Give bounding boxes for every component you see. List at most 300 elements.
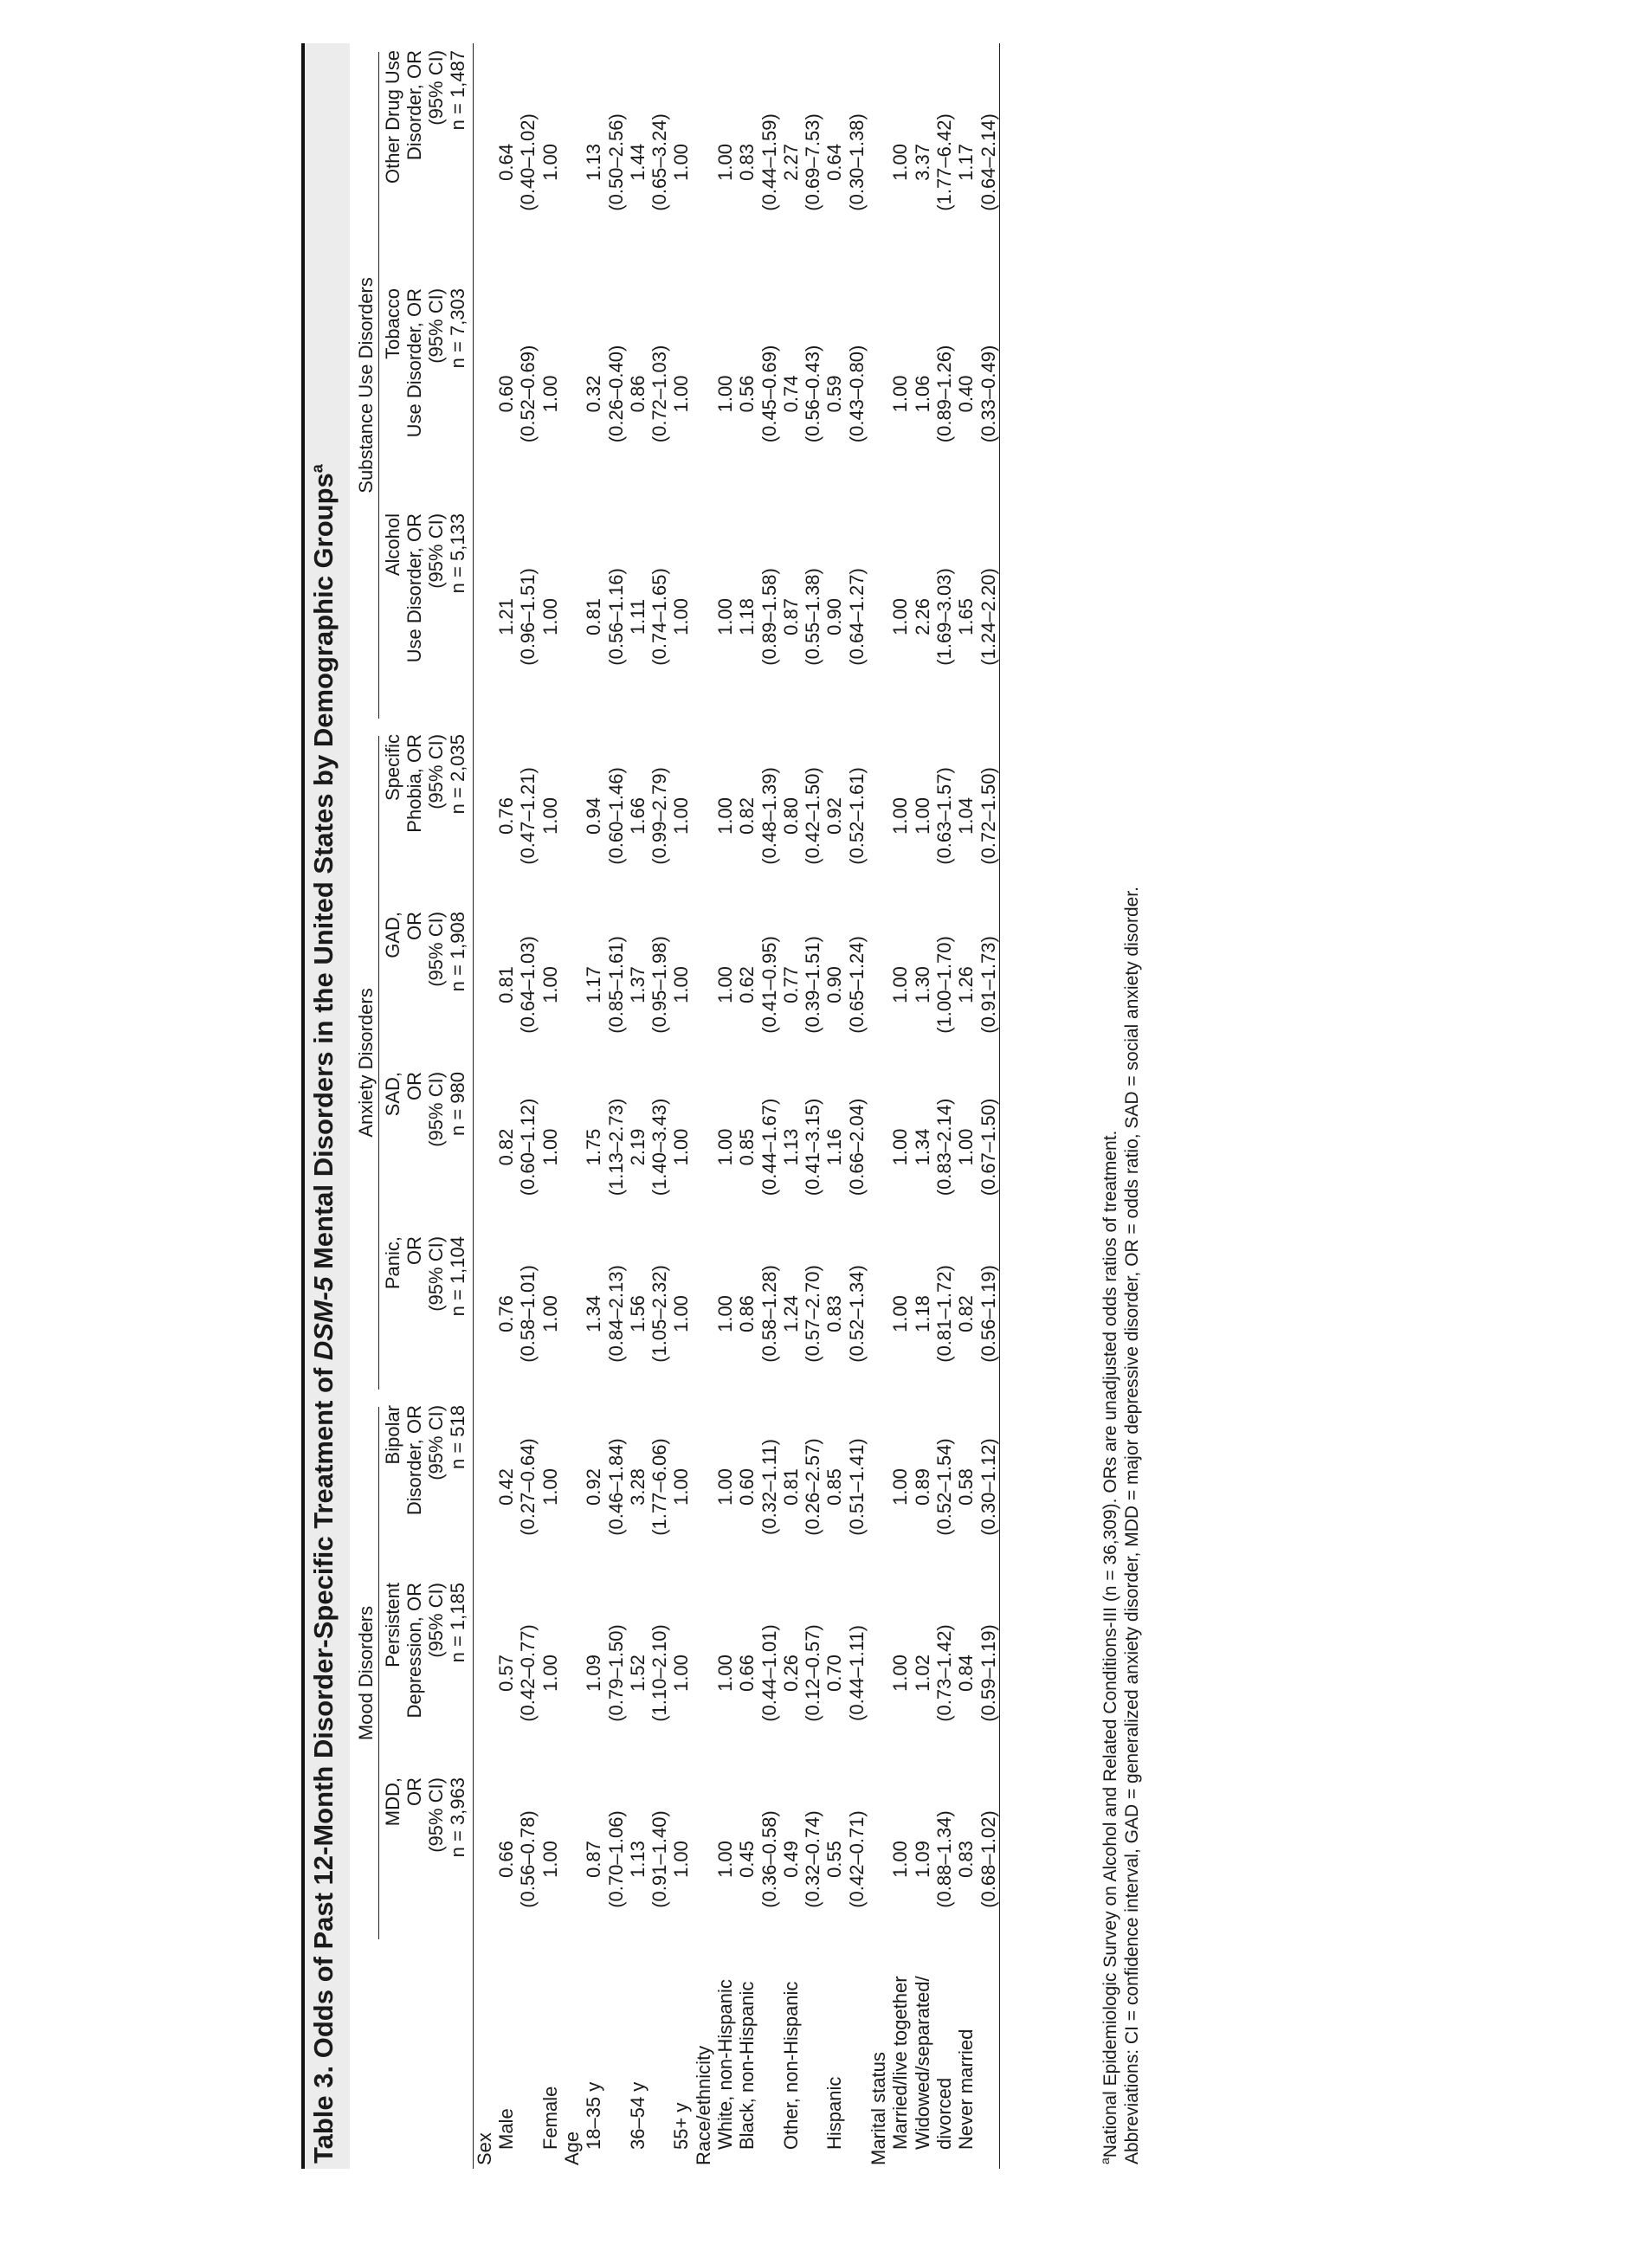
table-cell: 2.19 (626, 1128, 649, 1166)
column-header-line: n = 1,104 (446, 1235, 468, 1317)
table-cell: 1.30 (911, 966, 933, 1003)
table-cell: 0.82 (495, 1128, 518, 1166)
table-cell: 3.37 (911, 144, 933, 181)
row-label: 36–54 y (626, 2081, 649, 2150)
table-cell: 0.62 (736, 966, 758, 1003)
table-cell (693, 905, 714, 1065)
table-row (693, 43, 714, 2169)
footnote: $^a$National Epidemiologic Survey on Alcohol and Related Conditions-III (n = 36,309). ORs are unadjusted odds ratios of treatment. (1098, 1130, 1120, 2164)
table-cell: 1.17 (583, 966, 605, 1003)
table-cell: 0.70 (823, 1654, 846, 1692)
table-cell: 0.86 (736, 1295, 758, 1332)
table-cell: 1.00 (539, 1128, 561, 1166)
table-cell (868, 281, 889, 506)
table-cell: 1.26 (955, 966, 978, 1003)
table-cell: 0.66 (495, 1841, 518, 1878)
table-cell (561, 281, 583, 506)
table-cell: 0.64 (495, 144, 518, 181)
table-cell: (0.52–1.61) (845, 767, 868, 865)
table-cell: (0.50–2.56) (604, 113, 627, 211)
table-cell (473, 1770, 495, 1948)
table-cell: 1.18 (736, 598, 758, 635)
column-header-line: GAD, (382, 911, 404, 958)
table-cell: 0.82 (955, 1295, 978, 1332)
table-cell (473, 43, 495, 281)
table-cell (868, 727, 889, 905)
column-header-line: n = 518 (446, 1404, 468, 1469)
table-cell: (0.43–0.80) (845, 345, 868, 443)
column-header-line: Disorder, OR (403, 1404, 426, 1516)
table-cell: (0.66–2.04) (845, 1098, 868, 1196)
table-cell: 1.00 (714, 144, 736, 181)
table-cell: (0.57–2.70) (802, 1265, 824, 1363)
table-cell: (0.26–2.57) (802, 1438, 824, 1536)
column-header-row (381, 43, 473, 2169)
table-cell: 1.13 (583, 144, 605, 181)
table-cell: 0.84 (955, 1654, 978, 1692)
table-cell: (1.10–2.10) (649, 1624, 671, 1722)
row-label: Race/ethnicity (692, 2045, 714, 2165)
table-cell: 0.49 (779, 1841, 802, 1878)
column-header-line: n = 1,185 (446, 1583, 468, 1663)
column-header-line: (95% CI) (425, 1777, 448, 1853)
table-cell: (0.55–1.38) (802, 568, 824, 666)
row-label: Hispanic (823, 2076, 846, 2150)
row-label: 18–35 y (583, 2081, 605, 2150)
table-cell: 0.83 (823, 1295, 846, 1332)
table-cell (693, 1576, 714, 1770)
row-label (517, 1948, 539, 2169)
abbreviations-note: Abbreviations: CI = confidence interval, GAD = generalized anxiety disorder, MDD = major depressive disorder, OR = odds ratio, SAD = social anxiety disorder. (1122, 887, 1143, 2164)
table-row (583, 43, 604, 2169)
table-cell: (0.56–0.78) (517, 1810, 539, 1908)
table-cell: (1.69–3.03) (932, 568, 955, 666)
table-cell: 0.87 (779, 598, 802, 635)
table-cell: 1.02 (911, 1654, 933, 1692)
table-cell: 1.00 (714, 1654, 736, 1692)
table-cell: 0.89 (911, 1468, 933, 1506)
table-cell: (0.60–1.12) (517, 1098, 539, 1196)
table-row (517, 43, 539, 2169)
row-label: Age (560, 2131, 583, 2165)
table-cell: 1.00 (889, 1295, 912, 1332)
table-cell: (0.44–1.11) (845, 1625, 868, 1721)
column-header (381, 1576, 473, 1770)
table-cell (561, 1770, 583, 1948)
table-row (823, 43, 845, 2169)
table-cell (868, 506, 889, 727)
table-cell: 1.34 (911, 1128, 933, 1166)
table-cell: 1.00 (714, 598, 736, 635)
table-cell: 0.45 (736, 1841, 758, 1878)
table-cell: 1.00 (539, 144, 561, 181)
column-header (381, 506, 473, 727)
table-cell: 1.00 (911, 797, 933, 835)
table-cell: 0.80 (779, 797, 802, 835)
table-cell: 1.00 (670, 797, 693, 835)
table-cell: 1.34 (583, 1295, 605, 1332)
table-cell: (0.64–2.14) (978, 43, 1000, 281)
group-header: Anxiety Disorders (353, 727, 381, 1398)
column-header-line: (95% CI) (425, 49, 448, 126)
group-header: Substance Use Disorders (353, 43, 381, 727)
row-label (758, 1948, 780, 2169)
table-cell: (0.83–2.14) (932, 1098, 955, 1196)
table-cell (693, 281, 714, 506)
table-row (933, 43, 955, 2169)
table-cell: (0.44–1.59) (758, 113, 780, 211)
column-header-line: Bipolar (382, 1404, 404, 1465)
table-cell: 0.94 (583, 797, 605, 835)
table-cell: (0.91–1.73) (978, 905, 1000, 1065)
table-row (627, 43, 649, 2169)
table-cell (868, 1229, 889, 1398)
table-cell: 1.00 (889, 1128, 912, 1166)
table-cell: (0.41–0.95) (758, 936, 780, 1034)
column-header-line: SAD, (382, 1071, 404, 1117)
table-cell: (0.88–1.34) (932, 1810, 955, 1908)
table-cell: 0.59 (823, 375, 846, 413)
table-cell: 1.00 (889, 1654, 912, 1692)
table-cell: 0.85 (736, 1128, 758, 1166)
table-cell: 1.00 (670, 598, 693, 635)
table-cell: (0.47–1.21) (517, 767, 539, 865)
table-cell: (1.05–2.32) (649, 1265, 671, 1363)
table-cell: (0.65–3.24) (649, 113, 671, 211)
column-header-line: Other Drug Use (382, 49, 404, 184)
table-cell: (0.51–1.41) (845, 1438, 868, 1536)
table-cell (561, 1229, 583, 1398)
table-cell: 1.13 (626, 1841, 649, 1878)
table-cell (693, 1229, 714, 1398)
table-cell: 0.64 (823, 144, 846, 181)
table-cell: (0.89–1.26) (932, 345, 955, 443)
table-row (802, 43, 823, 2169)
column-header (381, 1770, 473, 1948)
column-header-line: (95% CI) (425, 1404, 448, 1480)
column-header-line: OR (403, 1777, 426, 1806)
column-header-line: Phobia, OR (403, 733, 426, 833)
table-cell: 1.00 (714, 1295, 736, 1332)
table-cell: 0.58 (955, 1468, 978, 1506)
table-cell: 1.00 (539, 1841, 561, 1878)
table-cell: (0.32–0.74) (802, 1810, 824, 1908)
table-cell: 1.00 (889, 598, 912, 635)
table-cell (693, 1398, 714, 1576)
row-label (605, 1948, 627, 2169)
table-cell: 1.00 (889, 375, 912, 413)
table-row (780, 43, 802, 2169)
table-cell: 1.00 (714, 1841, 736, 1878)
column-header (381, 905, 473, 1065)
column-header-line: (95% CI) (425, 513, 448, 589)
table-cell: 1.75 (583, 1128, 605, 1166)
table-cell: 1.18 (911, 1295, 933, 1332)
column-header-line: Use Disorder, OR (403, 513, 426, 663)
table-cell: (0.65–1.24) (845, 936, 868, 1034)
table-cell (868, 905, 889, 1065)
table-cell: (1.77–6.42) (932, 113, 955, 211)
table-cell: 1.00 (539, 375, 561, 413)
table-cell: 1.00 (539, 797, 561, 835)
row-label: Male (495, 2108, 518, 2150)
table-cell: (0.72–1.50) (978, 727, 1000, 905)
table-cell: 0.81 (779, 1468, 802, 1506)
table-cell: (0.40–1.02) (517, 113, 539, 211)
table-cell (561, 905, 583, 1065)
table-cell: (0.67–1.50) (978, 1065, 1000, 1229)
column-header-line: OR (403, 1235, 426, 1265)
table-cell: 0.90 (823, 598, 846, 635)
table-cell: (0.41–3.15) (802, 1098, 824, 1196)
table-body (473, 43, 999, 2169)
column-header (381, 43, 473, 281)
data-table (353, 43, 1000, 2169)
table-cell: (0.73–1.42) (932, 1624, 955, 1722)
table-cell: (0.72–1.03) (649, 345, 671, 443)
table-cell: 1.00 (889, 1468, 912, 1506)
table-cell: (0.81–1.72) (932, 1265, 955, 1363)
row-label: Married/live together (889, 1976, 912, 2150)
table-cell: 0.86 (626, 375, 649, 413)
column-header-line: (95% CI) (425, 733, 448, 809)
table-cell: 1.37 (626, 966, 649, 1003)
table-cell: 1.52 (626, 1654, 649, 1692)
table-cell (473, 1065, 495, 1229)
table-cell (693, 1770, 714, 1948)
table-cell: (0.70–1.06) (604, 1810, 627, 1908)
table-cell: 0.81 (583, 598, 605, 635)
table-cell: 1.09 (911, 1841, 933, 1878)
table-cell: 1.00 (539, 1654, 561, 1692)
column-header-line: Tobacco (382, 287, 404, 359)
table-cell (868, 1770, 889, 1948)
table-cell: (0.30–1.12) (978, 1398, 1000, 1576)
table-cell: (0.96–1.51) (517, 568, 539, 666)
table-cell: 0.90 (823, 966, 846, 1003)
table-cell: (0.42–0.71) (845, 1810, 868, 1908)
table-cell: 1.16 (823, 1128, 846, 1166)
table-cell (693, 506, 714, 727)
table-cell: (0.30–1.38) (845, 113, 868, 211)
table-row (736, 43, 758, 2169)
column-header-line: n = 2,035 (446, 733, 468, 815)
table-cell (561, 727, 583, 905)
table-cell: (0.58–1.28) (758, 1265, 780, 1363)
table-cell: 1.00 (670, 1128, 693, 1166)
column-header-line: Specific (382, 733, 404, 802)
table-cell: 1.00 (889, 966, 912, 1003)
table-cell: (0.26–0.40) (604, 345, 627, 443)
table-row (868, 43, 889, 2169)
table-cell: (0.52–0.69) (517, 345, 539, 443)
table-cell: 0.77 (779, 966, 802, 1003)
column-header (381, 727, 473, 905)
table-cell (561, 1398, 583, 1576)
table-cell: 0.40 (955, 375, 978, 413)
table-cell: 1.13 (779, 1128, 802, 1166)
column-header (381, 1229, 473, 1398)
table-row (978, 43, 1000, 2169)
table-cell: 1.00 (539, 598, 561, 635)
table-cell (473, 506, 495, 727)
table-cell: 0.26 (779, 1654, 802, 1692)
column-header-line: n = 3,963 (446, 1777, 468, 1858)
table-cell: (0.59–1.19) (978, 1576, 1000, 1770)
table-cell: (0.56–0.43) (802, 345, 824, 443)
table-cell: (0.36–0.58) (758, 1810, 780, 1908)
row-label: Female (539, 2086, 561, 2150)
table-cell (561, 1576, 583, 1770)
group-header-row (353, 43, 381, 2169)
column-header-line: OR (403, 911, 426, 940)
table-cell: 1.56 (626, 1295, 649, 1332)
table-cell: 1.00 (539, 966, 561, 1003)
table-cell (561, 506, 583, 727)
column-header (381, 281, 473, 506)
table-cell: (0.45–0.69) (758, 345, 780, 443)
row-label: 55+ y (670, 2102, 693, 2150)
table-cell: 1.66 (626, 797, 649, 835)
table-cell: 1.00 (889, 144, 912, 181)
column-header-line: OR (403, 1071, 426, 1100)
table-cell: (1.00–1.70) (932, 936, 955, 1034)
table-cell: (0.58–1.01) (517, 1265, 539, 1363)
table-row (605, 43, 627, 2169)
column-header-line: (95% CI) (425, 911, 448, 987)
table-row (714, 43, 736, 2169)
row-label: divorced (932, 2077, 955, 2150)
table-cell: 1.00 (889, 797, 912, 835)
table-cell: 1.04 (955, 797, 978, 835)
column-header-line: Depression, OR (403, 1583, 426, 1719)
table-cell: 0.66 (736, 1654, 758, 1692)
table-cell: 1.11 (626, 598, 649, 635)
table-cell: (0.60–1.46) (604, 767, 627, 865)
row-label (978, 1948, 1000, 2169)
table-cell: (0.52–1.34) (845, 1265, 868, 1363)
table-cell: (0.69–7.53) (802, 113, 824, 211)
column-header (381, 1065, 473, 1229)
table-cell: 1.00 (889, 1841, 912, 1878)
table-cell: (0.12–0.57) (802, 1624, 824, 1722)
row-label: Widowed/separated/ (911, 1976, 933, 2150)
table-cell: 1.65 (955, 598, 978, 635)
table-cell: (0.79–1.50) (604, 1624, 627, 1722)
table-cell: 0.57 (495, 1654, 518, 1692)
table-cell: 0.82 (736, 797, 758, 835)
table-cell: (0.42–1.50) (802, 767, 824, 865)
table-cell (473, 905, 495, 1065)
table-cell: 0.32 (583, 375, 605, 413)
table-cell: (0.64–1.03) (517, 936, 539, 1034)
table-cell: (0.85–1.61) (604, 936, 627, 1034)
table-cell: 1.00 (955, 1128, 978, 1166)
table-cell (868, 1065, 889, 1229)
table-cell: (0.89–1.58) (758, 568, 780, 666)
table-cell: 1.00 (714, 1128, 736, 1166)
column-header-line: Panic, (382, 1235, 404, 1290)
table-row (889, 43, 911, 2169)
table-cell: (0.84–2.13) (604, 1265, 627, 1363)
table-cell: (1.77–6.06) (649, 1438, 671, 1536)
table-cell: 0.76 (495, 1295, 518, 1332)
table-cell: (0.56–1.19) (978, 1229, 1000, 1398)
table-cell: 1.00 (539, 1468, 561, 1506)
row-label (802, 1948, 823, 2169)
table-cell (473, 1229, 495, 1398)
table-cell: 1.00 (670, 1468, 693, 1506)
column-header-line: Alcohol (382, 513, 404, 577)
column-header-line: n = 1,908 (446, 911, 468, 992)
table-cell: (0.74–1.65) (649, 568, 671, 666)
table-cell: 1.00 (670, 1841, 693, 1878)
table-cell: (0.56–1.16) (604, 568, 627, 666)
table-cell: 1.00 (670, 1654, 693, 1692)
column-header-line: n = 7,303 (446, 287, 468, 369)
table-cell: 1.00 (670, 966, 693, 1003)
table-cell: 1.00 (714, 966, 736, 1003)
table-cell: 0.55 (823, 1841, 846, 1878)
column-header-line: n = 980 (446, 1071, 468, 1136)
table-row (955, 43, 977, 2169)
table-cell: (0.99–2.79) (649, 767, 671, 865)
table-cell: (0.44–1.67) (758, 1098, 780, 1196)
table-cell: 1.00 (714, 1468, 736, 1506)
row-label: Marital status (868, 2052, 890, 2165)
table-cell: 0.81 (495, 966, 518, 1003)
table-cell: 0.74 (779, 375, 802, 413)
table-row (495, 43, 517, 2169)
table-cell: (1.13–2.73) (604, 1098, 627, 1196)
table-cell: 0.85 (823, 1468, 846, 1506)
table-cell: (0.95–1.98) (649, 936, 671, 1034)
table-cell: 0.83 (955, 1841, 978, 1878)
table-cell: (0.32–1.11) (758, 1439, 780, 1535)
table-cell (693, 1065, 714, 1229)
table-row (473, 43, 495, 2169)
table-cell: (0.52–1.54) (932, 1438, 955, 1536)
table-cell: 1.00 (670, 144, 693, 181)
table-row (649, 43, 670, 2169)
table-cell: (0.39–1.51) (802, 936, 824, 1034)
column-header-line: Persistent (382, 1583, 404, 1667)
table-cell: 0.87 (583, 1841, 605, 1878)
table-row (561, 43, 583, 2169)
table-cell (473, 281, 495, 506)
table-cell (473, 727, 495, 905)
column-header-line: n = 5,133 (446, 513, 468, 594)
table-notes (1098, 52, 1143, 2164)
table-cell: 0.56 (736, 375, 758, 413)
row-label: White, non-Hispanic (714, 1979, 736, 2150)
table-cell (868, 43, 889, 281)
table-cell: 1.17 (955, 144, 978, 181)
table-cell: 0.60 (495, 375, 518, 413)
row-label: Black, non-Hispanic (736, 1981, 758, 2150)
table-cell: 1.00 (670, 1295, 693, 1332)
table-cell: 1.44 (626, 144, 649, 181)
table-cell: 1.06 (911, 375, 933, 413)
table-cell: (0.63–1.57) (932, 767, 955, 865)
table-cell: 1.21 (495, 598, 518, 635)
column-header-line: (95% CI) (425, 1235, 448, 1312)
table-cell (868, 1398, 889, 1576)
column-header-line: (95% CI) (425, 1583, 448, 1658)
table-cell (693, 727, 714, 905)
table-cell: 1.00 (539, 1295, 561, 1332)
table-cell: 0.76 (495, 797, 518, 835)
